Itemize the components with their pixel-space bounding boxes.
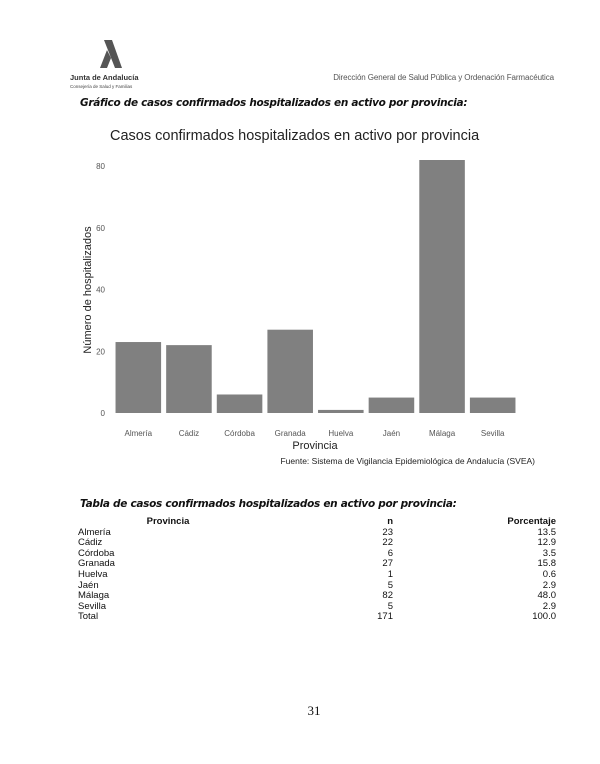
bar-4 (318, 410, 364, 413)
bar-3 (267, 330, 313, 413)
table-row (78, 538, 556, 549)
table-total-row (78, 612, 556, 623)
province-table (78, 517, 556, 623)
chart-x-label: Provincia (292, 440, 338, 452)
table-row (78, 581, 556, 592)
chart-y-label: Número de hospitalizados (82, 226, 94, 354)
chart-svg (70, 118, 550, 478)
table-section-title: Tabla de casos confirmados hospitalizados en activo por provincia: (80, 498, 457, 510)
cell-provincia: Granada (78, 558, 115, 570)
table-row (78, 549, 556, 560)
cell-n: 82 (382, 590, 393, 602)
junta-logo-icon (96, 40, 124, 70)
x-tick-label: Málaga (428, 429, 456, 438)
table-row (78, 570, 556, 581)
table-row (78, 559, 556, 570)
x-tick-label: Córdoba (224, 429, 255, 438)
cell-n: 23 (382, 526, 393, 538)
table-header-row (78, 517, 556, 528)
cell-n: 27 (382, 558, 393, 570)
table-row (78, 591, 556, 602)
table-row (78, 528, 556, 539)
cell-provincia: Córdoba (78, 547, 115, 559)
bar-5 (369, 398, 415, 413)
y-tick-label: 20 (96, 347, 105, 357)
cell-porcentaje: 100.0 (532, 611, 556, 623)
chart-section-title: Gráfico de casos confirmados hospitalizados en activo por provincia: (80, 97, 468, 109)
bar-1 (166, 345, 212, 413)
cell-provincia: Málaga (78, 590, 110, 602)
y-tick-label: 60 (96, 223, 105, 233)
cell-porcentaje: 0.6 (542, 568, 556, 580)
cell-porcentaje: 15.8 (537, 558, 556, 570)
y-tick-label: 0 (100, 409, 105, 418)
hospitalized-chart (70, 118, 550, 478)
table-row (78, 602, 556, 613)
page-number: 31 (307, 703, 321, 718)
column-header-porcentaje: Porcentaje (507, 516, 556, 527)
cell-porcentaje: 2.9 (542, 600, 556, 612)
cell-n: 6 (387, 547, 393, 559)
x-tick-label: Granada (274, 429, 306, 438)
cell-provincia: Cádiz (78, 537, 103, 549)
bar-7 (470, 398, 516, 413)
cell-n: 5 (387, 579, 393, 591)
bar-2 (217, 394, 263, 413)
junta-logo (56, 40, 166, 96)
chart-title: Casos confirmados hospitalizados en activo por provincia (110, 128, 480, 144)
cell-provincia: Jaén (78, 579, 99, 591)
cell-n: 1 (387, 568, 393, 580)
cell-n: 22 (382, 537, 393, 549)
cell-n: 5 (387, 600, 393, 612)
y-tick-label: 40 (96, 285, 105, 295)
chart-caption: Fuente: Sistema de Vigilancia Epidemiológica de Andalucía (SVEA) (280, 456, 535, 466)
cell-provincia: Total (78, 611, 99, 623)
column-header-provincia: Provincia (146, 516, 190, 527)
x-tick-label: Cádiz (178, 429, 200, 438)
cell-n: 171 (377, 611, 393, 623)
x-tick-label: Huelva (328, 429, 354, 438)
column-header-n: n (387, 516, 393, 527)
bar-6 (419, 160, 465, 413)
department-name: Dirección General de Salud Pública y Ordenación Farmacéutica (333, 73, 554, 82)
y-tick-label: 80 (96, 162, 105, 172)
cell-provincia: Huelva (78, 568, 108, 580)
bar-0 (116, 342, 162, 413)
x-tick-label: Jaén (382, 429, 401, 438)
cell-porcentaje: 3.5 (542, 547, 556, 559)
x-tick-label: Sevilla (480, 429, 505, 438)
cell-porcentaje: 2.9 (542, 579, 556, 591)
cell-porcentaje: 13.5 (537, 526, 556, 538)
cell-porcentaje: 12.9 (537, 537, 556, 549)
cell-porcentaje: 48.0 (537, 590, 556, 602)
logo-name: Junta de Andalucía (70, 73, 139, 82)
x-tick-label: Almería (124, 429, 153, 438)
cell-provincia: Almería (78, 526, 111, 538)
cell-provincia: Sevilla (78, 600, 106, 612)
logo-subtitle: Consejería de Salud y Familias (70, 84, 133, 89)
